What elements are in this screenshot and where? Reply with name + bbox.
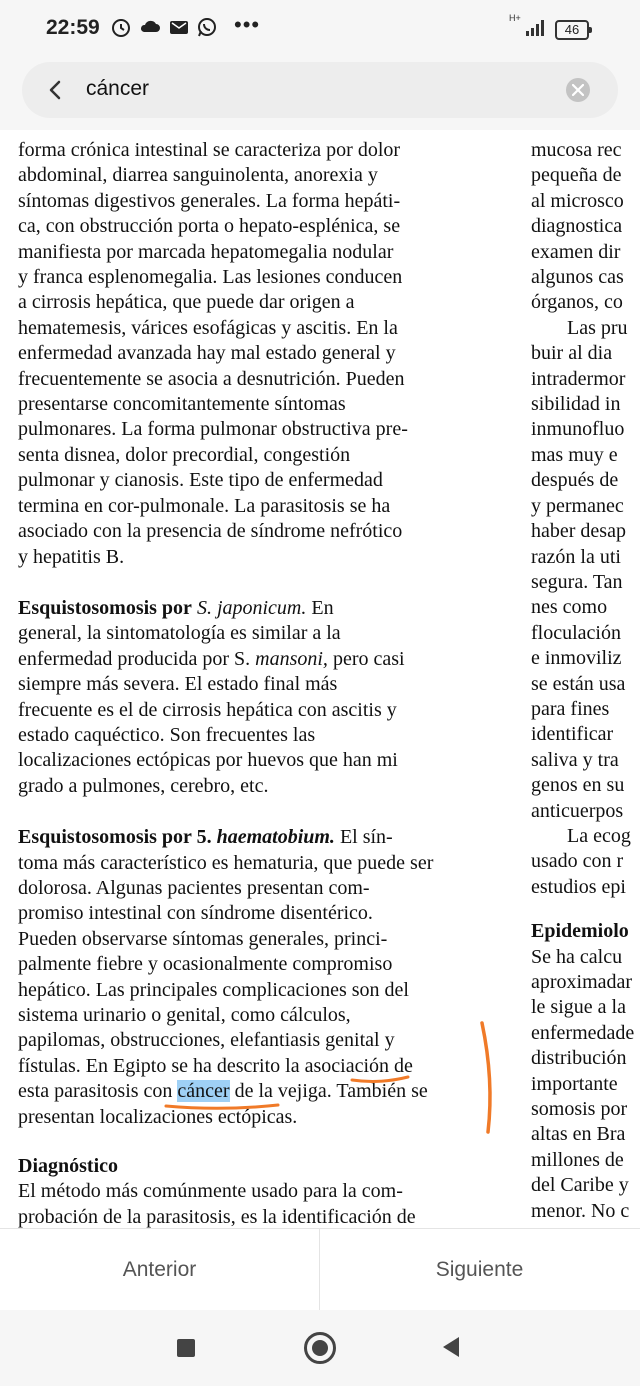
text-line: millones de bbox=[531, 1148, 624, 1171]
text-line: le sigue a la bbox=[531, 996, 626, 1019]
search-query[interactable]: cáncer bbox=[86, 77, 150, 100]
text-line: estudios epi bbox=[531, 875, 626, 898]
heading-epidemiologia: Epidemiolo bbox=[531, 920, 629, 943]
text-line: frecuentemente se asocia a desnutrición. Pueden bbox=[18, 367, 405, 390]
text-line: hematemesis, várices esofágicas y ascitis. En la bbox=[18, 316, 398, 339]
paragraph-japonicum: Esquistosomosis por S. japonicum. En general, la sintomatología es similar a la enfermedad producida por S. mansoni, pero casi siempre más severa. El estado final más frecuente es el de cirrosis hepática con ascitis y estado caquéctico. Son frecuentes las localizaciones ectópicas por huevos que han mi grado a pulmones, cerebro, etc. bbox=[18, 596, 470, 799]
previous-button[interactable]: Anterior bbox=[0, 1229, 320, 1311]
text-line: dolorosa. Algunas pacientes presentan com- bbox=[18, 876, 370, 899]
search-header bbox=[0, 58, 640, 130]
text-line: papilomas, obstrucciones, elefantiasis genital y bbox=[18, 1029, 395, 1052]
text-line: estado caquéctico. Son frecuentes las bbox=[18, 723, 316, 746]
cloud-icon bbox=[139, 16, 161, 38]
text-line: mas muy e bbox=[531, 443, 618, 466]
text-line: abdominal, diarrea sanguinolenta, anorexia y bbox=[18, 164, 378, 187]
text-line: importante bbox=[531, 1072, 618, 1095]
text-line: pequeña de bbox=[531, 164, 622, 187]
mail-icon bbox=[168, 16, 190, 38]
back-icon[interactable] bbox=[441, 1336, 461, 1358]
text-line: El método más comúnmente usado para la com- bbox=[18, 1180, 403, 1203]
text-line: termina en cor-pulmonale. La parasitosis se ha bbox=[18, 494, 391, 517]
text-column-left bbox=[18, 138, 470, 1228]
document-page[interactable] bbox=[0, 130, 640, 1228]
text-line: síntomas digestivos generales. La forma hepáti- bbox=[18, 189, 401, 212]
text-line: toma más característico es hematuria, que puede ser bbox=[18, 851, 434, 874]
text-line: Se ha calcu bbox=[531, 945, 623, 968]
text-line: intradermor bbox=[531, 367, 626, 390]
search-highlight[interactable]: cáncer bbox=[177, 1080, 230, 1103]
text-line: órganos, co bbox=[531, 291, 623, 314]
text-line: nes como bbox=[531, 596, 608, 619]
text-line: y franca esplenomegalia. Las lesiones conducen bbox=[18, 266, 403, 289]
next-button[interactable]: Siguiente bbox=[435, 1258, 524, 1281]
text-line: del Caribe y bbox=[531, 1174, 629, 1197]
text-line: hepático. Las principales complicaciones son del bbox=[18, 978, 409, 1001]
text-line: promiso intestinal con síndrome disentérico. bbox=[18, 902, 373, 925]
text-line: mucosa rec bbox=[531, 139, 622, 161]
back-arrow-icon[interactable] bbox=[42, 76, 70, 104]
text-line: presentarse concomitantemente síntomas bbox=[18, 393, 346, 416]
home-icon[interactable] bbox=[304, 1332, 336, 1364]
text-line: pulmonar y cianosis. Este tipo de enfermedad bbox=[18, 469, 383, 492]
text-line: manifiesta por marcada hepatomegalia nodular bbox=[18, 240, 394, 263]
paragraph-diagnostico bbox=[18, 1179, 470, 1228]
text-line: forma crónica intestinal se caracteriza por dolor bbox=[18, 139, 401, 161]
clear-search-button[interactable] bbox=[566, 78, 590, 102]
text-line: enfermedad avanzada hay mal estado general y bbox=[18, 342, 396, 365]
text-line: e inmoviliz bbox=[531, 647, 622, 670]
text-line: frecuente es el de cirrosis hepática con ascitis y bbox=[18, 698, 397, 721]
text-line: identificar bbox=[531, 723, 614, 746]
text-line: haber desap bbox=[531, 520, 626, 543]
more-notifications-icon: ••• bbox=[234, 12, 261, 37]
text-line: se están usa bbox=[531, 672, 626, 695]
text-line: sistema urinario o genital, como cálculos, bbox=[18, 1004, 351, 1026]
text-line: enfermedade bbox=[531, 1021, 635, 1044]
paragraph-forma-cronica bbox=[18, 138, 470, 570]
whatsapp-icon bbox=[196, 16, 218, 38]
recents-icon[interactable] bbox=[177, 1339, 195, 1357]
text-line: para fines bbox=[531, 697, 610, 720]
text-line: senta disnea, dolor precordial, congestión bbox=[18, 443, 351, 466]
text-column-right: mucosa rec pequeña de al microsco diagnostica examen dir algunos cas órganos, co Las pru buir al dia intradermor sibilidad in inmunofluo mas muy e después de y permanec haber desap razón la uti segura. Tan nes como floculación e inmoviliz se están usa para fines identificar saliva y tra genos en su anticuerpos La ecog usado con r estudios epi Epidemiolo Se ha calcu aproximadar le sigue a la enfermedade distribución importante somosis por altas en Bra millones de del Caribe y menor. No c bbox=[531, 138, 640, 1224]
text-line: y hepatitis B. bbox=[18, 545, 125, 568]
text-line: saliva y tra bbox=[531, 748, 619, 771]
network-type: H+ bbox=[509, 13, 521, 23]
text-line: algunos cas bbox=[531, 266, 624, 289]
text-line: a cirrosis hepática, que puede dar origen a bbox=[18, 291, 355, 314]
text-line: usado con r bbox=[531, 850, 624, 873]
signal-icon bbox=[526, 20, 546, 36]
paragraph-haematobium: Esquistosomosis por 5. haematobium. El sín- toma más característico es hematuria, que puede ser dolorosa. Algunas pacientes presentan com- promiso intestinal con síndrome disentérico. Pueden observarse síntomas generales, princi- palmente fiebre y ocasionalmente compromiso hepático. Las principales complicaciones son del sistema urinario o genital, como cálculos, papilomas, obstrucciones, elefantiasis genital y fístulas. En Egipto se ha descrito la asociación de esta parasitosis con cáncer de la vejiga. También se presentan localizaciones ectópicas. bbox=[18, 825, 470, 1130]
text-line: somosis por bbox=[531, 1098, 628, 1121]
text-line: localizaciones ectópicas por huevos que han mi bbox=[18, 749, 398, 772]
system-nav-bar bbox=[0, 1310, 640, 1386]
status-bar bbox=[0, 0, 640, 58]
text-line: examen dir bbox=[531, 240, 621, 263]
text-line: palmente fiebre y ocasionalmente compromiso bbox=[18, 953, 393, 976]
text-line: sibilidad in bbox=[531, 393, 621, 416]
pagination-bar bbox=[0, 1228, 640, 1311]
text-line: siempre más severa. El estado final más bbox=[18, 673, 338, 696]
battery-indicator: 46 bbox=[555, 20, 589, 40]
text-line: después de bbox=[531, 469, 619, 492]
heading-diagnostico: Diagnóstico bbox=[18, 1155, 118, 1178]
text-line: diagnostica bbox=[531, 215, 623, 238]
text-line: probación de la parasitosis, es la identificación de bbox=[18, 1205, 416, 1228]
status-time: 22:59 bbox=[46, 16, 100, 39]
text-line: menor. No c bbox=[531, 1199, 630, 1222]
text-line: fístulas. En Egipto se ha descrito la asociación de bbox=[18, 1054, 413, 1077]
text-line: segura. Tan bbox=[531, 570, 623, 593]
text-line: razón la uti bbox=[531, 545, 621, 568]
text-line: buir al dia bbox=[531, 342, 613, 365]
text-line: al microsco bbox=[531, 189, 624, 212]
text-line: y permanec bbox=[531, 494, 624, 517]
text-line: aproximadar bbox=[531, 971, 633, 993]
text-line: pulmonares. La forma pulmonar obstructiva pre- bbox=[18, 418, 408, 441]
text-line: distribución bbox=[531, 1047, 627, 1070]
text-line: anticuerpos bbox=[531, 799, 624, 822]
alarm-icon bbox=[110, 16, 132, 38]
text-line: inmunofluo bbox=[531, 418, 625, 441]
text-line: floculación bbox=[531, 621, 621, 644]
text-line: genos en su bbox=[531, 774, 625, 797]
text-line: asociado con la presencia de síndrome nefrótico bbox=[18, 520, 403, 543]
text-line: ca, con obstrucción porta o hepato-esplénica, se bbox=[18, 215, 401, 238]
search-bar[interactable] bbox=[22, 62, 618, 118]
text-line: Pueden observarse síntomas generales, princi- bbox=[18, 927, 388, 950]
text-line: altas en Bra bbox=[531, 1123, 626, 1146]
close-icon bbox=[572, 84, 584, 96]
